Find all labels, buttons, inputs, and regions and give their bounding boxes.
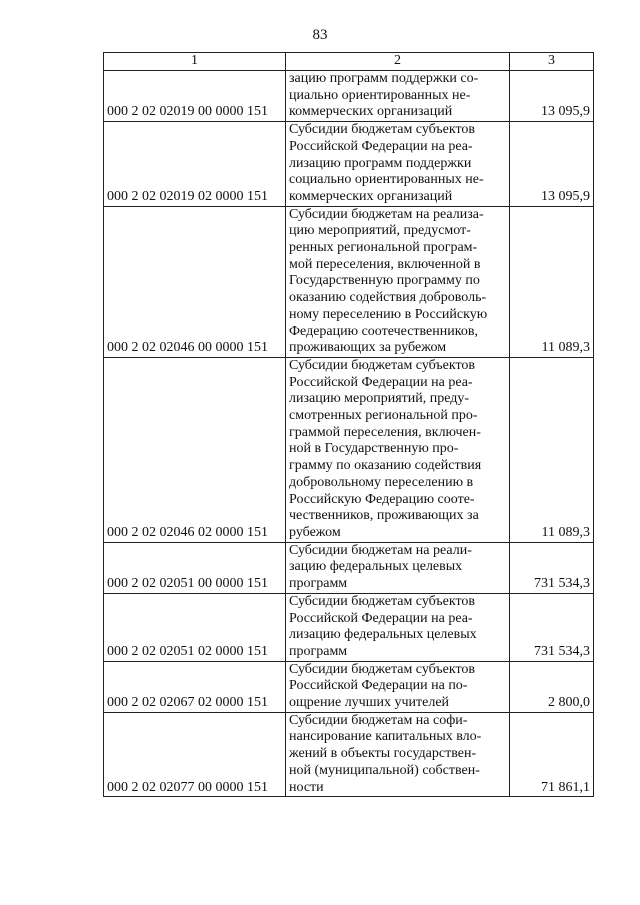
table-row (104, 712, 594, 797)
amount-cell: 13 095,9 (510, 71, 594, 122)
budget-table (103, 52, 594, 797)
description-line: ному переселению в Российскую (289, 306, 488, 322)
budget-code-cell: 000 2 02 02067 02 0000 151 (104, 661, 286, 712)
description-line: Государственную программу по (289, 273, 480, 289)
description-cell (286, 712, 510, 797)
description-line: коммерческих организаций (289, 188, 453, 204)
description-line: Субсидии бюджетам субъектов (289, 357, 476, 373)
description-line: лизацию мероприятий, преду- (289, 391, 470, 407)
description-cell (286, 593, 510, 661)
description-line: ной в Государственную про- (289, 441, 459, 457)
description-line: циально ориентированных не- (289, 87, 471, 103)
column-header-amount: 3 (510, 53, 594, 71)
budget-code-cell: 000 2 02 02019 00 0000 151 (104, 71, 286, 122)
table-header-row (104, 53, 594, 71)
table-row (104, 206, 594, 357)
amount-cell: 11 089,3 (510, 357, 594, 542)
amount-cell: 731 534,3 (510, 542, 594, 593)
description-line: коммерческих организаций (289, 104, 453, 120)
description-line: Российской Федерации на реа- (289, 374, 473, 390)
description-line: зацию программ поддержки со- (289, 71, 479, 86)
budget-code-cell: 000 2 02 02051 02 0000 151 (104, 593, 286, 661)
amount-cell: 731 534,3 (510, 593, 594, 661)
description-cell (286, 357, 510, 542)
description-line: программ (289, 576, 348, 592)
table-row (104, 71, 594, 122)
description-line: Субсидии бюджетам на реализа- (289, 206, 484, 222)
description-line: добровольному переселению в (289, 474, 474, 490)
description-cell (286, 206, 510, 357)
budget-code-cell: 000 2 02 02051 00 0000 151 (104, 542, 286, 593)
amount-cell: 11 089,3 (510, 206, 594, 357)
budget-code-cell: 000 2 02 02019 02 0000 151 (104, 122, 286, 207)
description-line: программ (289, 643, 348, 659)
table-row (104, 122, 594, 207)
description-line: граммой переселения, включен- (289, 424, 481, 440)
table-body (104, 71, 594, 797)
description-line: Субсидии бюджетам на софи- (289, 712, 468, 728)
description-line: цию мероприятий, предусмот- (289, 223, 471, 239)
description-line: ощрение лучших учителей (289, 695, 450, 711)
description-line: смотренных региональной про- (289, 408, 478, 424)
description-line: Субсидии бюджетам субъектов (289, 122, 476, 138)
description-line: чественников, проживающих за (289, 508, 479, 524)
table-row (104, 661, 594, 712)
description-line: зацию федеральных целевых (289, 559, 463, 575)
description-cell (286, 71, 510, 122)
description-cell (286, 122, 510, 207)
description-line: нансирование капитальных вло- (289, 729, 482, 745)
description-line: Субсидии бюджетам субъектов (289, 593, 476, 609)
description-line: социально ориентированных не- (289, 172, 484, 188)
description-cell (286, 542, 510, 593)
amount-cell: 71 861,1 (510, 712, 594, 797)
description-line: Федерацию соотечественников, (289, 323, 478, 339)
description-line: лизацию федеральных целевых (289, 627, 477, 643)
description-line: жений в объекты государствен- (289, 746, 477, 762)
description-line: Российской Федерации на реа- (289, 138, 473, 154)
description-line: Субсидии бюджетам субъектов (289, 661, 476, 677)
description-line: проживающих за рубежом (289, 340, 447, 356)
description-line: лизацию программ поддержки (289, 155, 472, 171)
description-cell (286, 661, 510, 712)
budget-code-cell: 000 2 02 02046 02 0000 151 (104, 357, 286, 542)
description-line: Российскую Федерацию сооте- (289, 491, 475, 507)
column-header-description: 2 (286, 53, 510, 71)
column-header-code: 1 (104, 53, 286, 71)
description-line: ности (289, 779, 324, 795)
table-row (104, 542, 594, 593)
budget-code-cell: 000 2 02 02046 00 0000 151 (104, 206, 286, 357)
description-line: ной (муниципальной) собствен- (289, 762, 480, 778)
amount-cell: 2 800,0 (510, 661, 594, 712)
description-line: оказанию содействия доброволь- (289, 290, 487, 306)
page-number: 83 (312, 27, 328, 43)
budget-code-cell: 000 2 02 02077 00 0000 151 (104, 712, 286, 797)
description-line: Российской Федерации на реа- (289, 610, 473, 626)
table-row (104, 593, 594, 661)
description-line: рубежом (289, 524, 341, 540)
description-line: Российской Федерации на по- (289, 678, 468, 694)
amount-cell: 13 095,9 (510, 122, 594, 207)
description-line: мой переселения, включенной в (289, 256, 481, 272)
table-row (104, 357, 594, 542)
description-line: грамму по оказанию содействия (289, 458, 482, 474)
description-line: Субсидии бюджетам на реали- (289, 542, 472, 558)
description-line: ренных региональной програм- (289, 240, 478, 256)
